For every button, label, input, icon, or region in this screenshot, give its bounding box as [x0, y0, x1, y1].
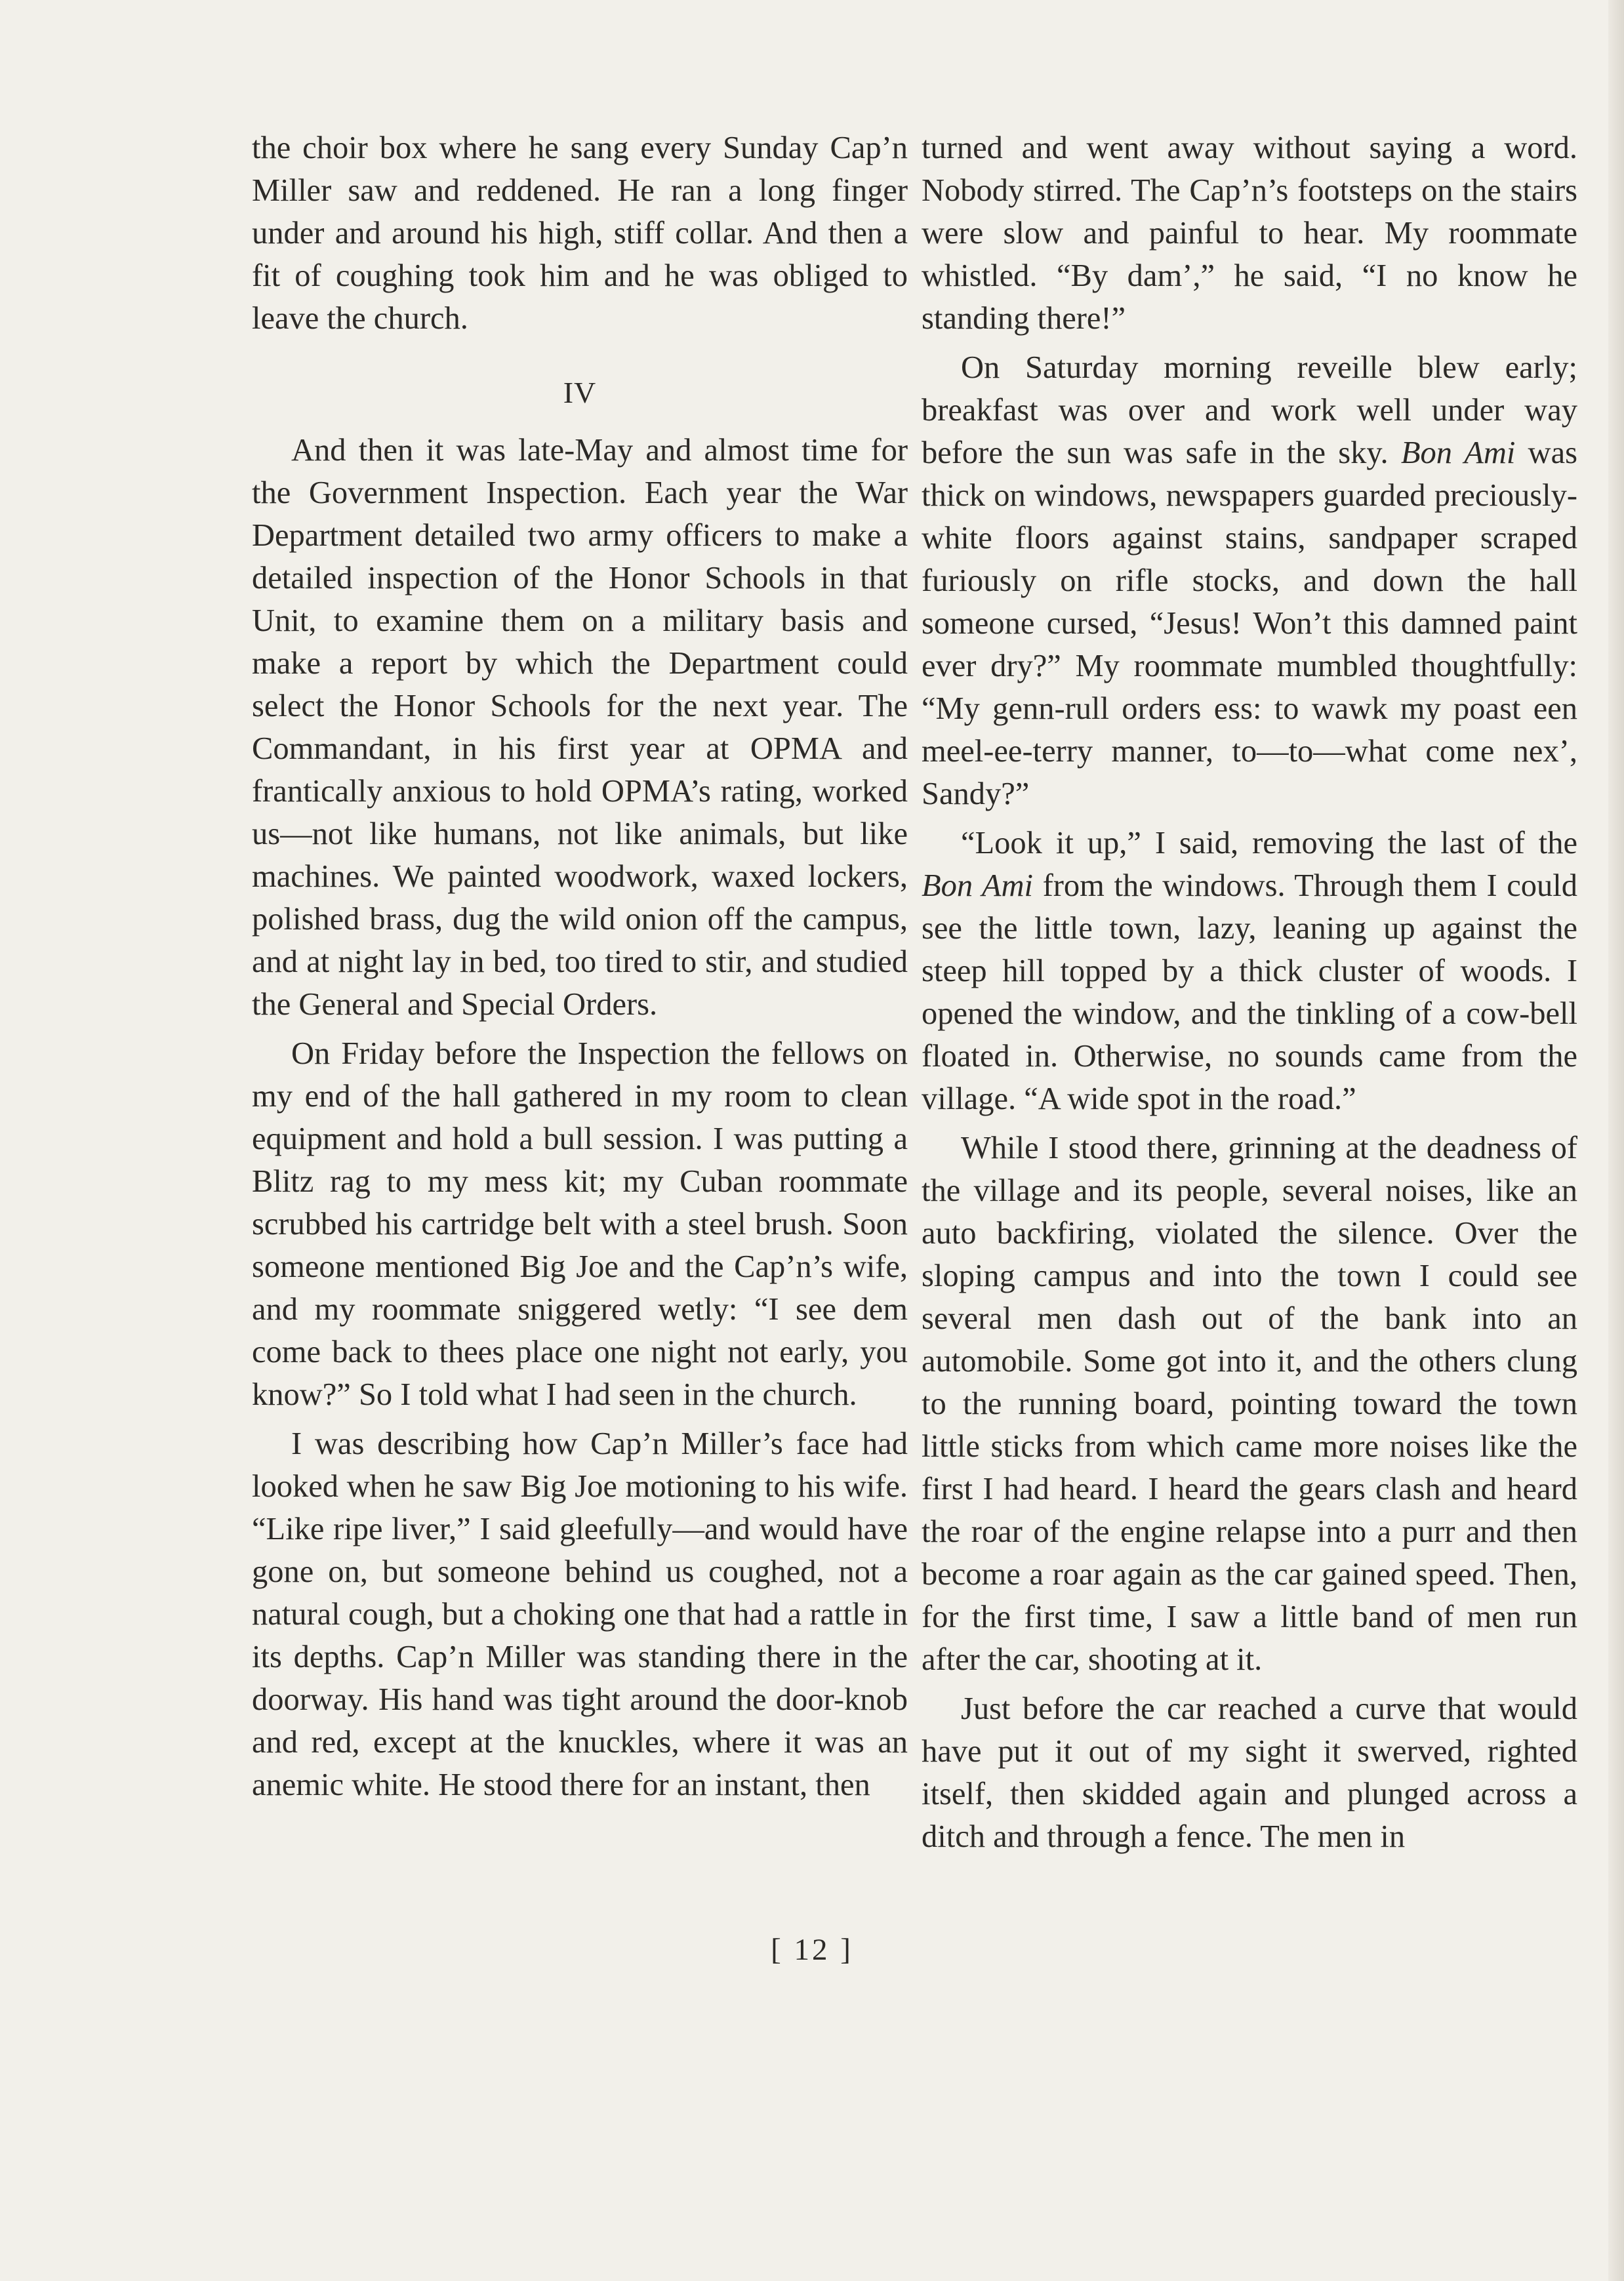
paragraph-text: “Look it up,” I said, removing the last of the	[961, 826, 1577, 860]
section-heading: IV	[563, 376, 597, 409]
paragraph	[922, 346, 1577, 815]
paragraph: On Friday before the Inspection the fellows on my end of the hall gathered in my room to clean equipment and hold a bull session. I was putting a Blitz rag to my mess kit; my Cuban roommate scrubbed his cartridge belt with a steel brush. Soon someone mentioned Big Joe and the Cap’n’s wife, and my roommate sniggered wetly: “I see dem come back to thees place one night not early, you know?” So I told what I had seen in the church.	[252, 1036, 908, 1412]
left-column	[252, 127, 908, 1806]
paragraph: Just before the car reached a curve that would have put it out of my sight it swerved, righted itself, then skidded again and plunged across a ditch and through a fence. The men in	[922, 1691, 1577, 1854]
right-column	[922, 127, 1577, 1858]
page-number: [ 12 ]	[771, 1933, 853, 1967]
paragraph: And then it was late-May and almost time for the Government Inspection. Each year the War Department detailed two army officers to make a detailed inspection of the Honor Schools in that Unit, to examine them on a military basis and make a report by which the Department could select the Honor Schools for the next year. The Commandant, in his first year at OPMA and frantically anxious to hold OPMA’s rating, worked us—not like humans, not like animals, but like machines. We painted woodwork, waxed lockers, polished brass, dug the wild onion off the campus, and at night lay in bed, too tired to stir, and studied the General and Special Orders.	[252, 433, 908, 1022]
paragraph-text: was thick on windows, newspapers guarded preciously-white floors against stains, sandpaper scraped furiously on rifle stocks, and down the hall someone cursed, “Jesus! Won’t this damned paint ever dry?” My roommate mumbled thoughtfully: “My genn-rull orders ess: to wawk my poast een meel-ee-terry manner, to—to—what come nex’, Sandy?”	[922, 435, 1577, 811]
paragraph-text: On Saturday morning reveille blew early; breakfast was over and work well under way before the sun was safe in the sky.	[922, 350, 1577, 470]
italic-brand-name: Bon Ami	[1400, 435, 1516, 470]
paragraph: While I stood there, grinning at the deadness of the village and its people, several noises, like an auto backfiring, violated the silence. Over the sloping campus and into the town I could see several men dash out of the bank into an automobile. Some got into it, and the others clung to the running board, pointing toward the town little sticks from which came more noises like the first I had heard. I heard the gears clash and heard the roar of the engine relapse into a purr and then become a roar again as the car gained speed. Then, for the first time, I saw a little band of men run after the car, shooting at it.	[922, 1131, 1577, 1677]
paragraph: the choir box where he sang every Sunday Cap’n Miller saw and reddened. He ran a long finger under and around his high, stiff collar. And then a fit of coughing took him and he was obliged to leave the church.	[252, 131, 908, 336]
paragraph-text: from the windows. Through them I could see the little town, lazy, leaning up against the steep hill topped by a thick cluster of woods. I opened the window, and the tinkling of a cow-bell floated in. Otherwise, no sounds came from the village. “A wide spot in the road.”	[922, 868, 1577, 1116]
paragraph	[922, 822, 1577, 1120]
paragraph: I was describing how Cap’n Miller’s face had looked when he saw Big Joe motioning to his wife. “Like ripe liver,” I said gleefully—and would have gone on, but someone behind us coughed, not a natural cough, but a choking one that had a rattle in its depths. Cap’n Miller was standing there in the doorway. His hand was tight around the door-knob and red, except at the knuckles, where it was an anemic white. He stood there for an instant, then	[252, 1426, 908, 1802]
italic-brand-name: Bon Ami	[922, 868, 1033, 903]
paragraph: turned and went away without saying a word. Nobody stirred. The Cap’n’s footsteps on the stairs were slow and painful to hear. My roommate whistled. “By dam’,” he said, “I no know he standing there!”	[922, 131, 1577, 336]
